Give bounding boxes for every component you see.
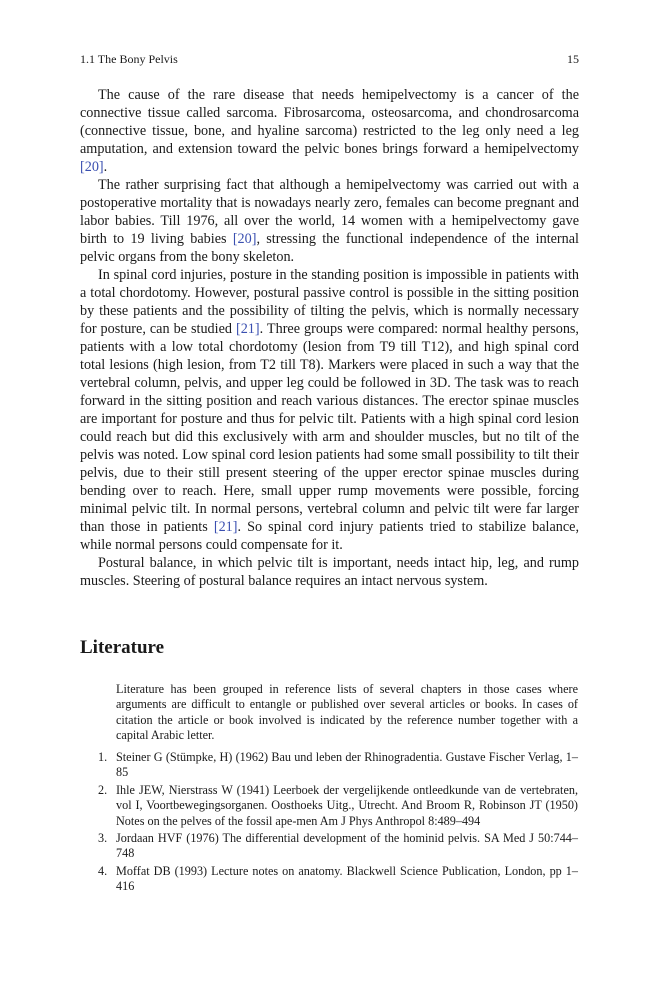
reference-item <box>80 831 578 862</box>
reference-number: 4. <box>98 863 108 878</box>
body-text <box>80 86 579 590</box>
reference-item <box>80 783 578 829</box>
reference-number: 2. <box>98 782 108 797</box>
running-header <box>80 52 579 66</box>
reference-number: 3. <box>98 831 108 846</box>
paragraph-pregnancy: The rather surprising fact that although a hemipelvectomy was carried out with a postoperative mortality that is nowadays nearly zero, females can become pregnant and labor babies. Till 1976, all over the world, 14 women with a hemipelvectomy gave birth to 19 living babies [20], stressing the functional independence of the internal pelvic organs from the bony skeleton. <box>80 177 579 265</box>
citation-link[interactable]: [21] <box>235 321 260 337</box>
literature-intro: Literature has been grouped in reference lists of several chapters in those cases where arguments are difficult to entangle or published over several articles or books. In cases of citation the article or book involved is indicated by the reference number together with a capital Arabic letter. <box>116 682 578 743</box>
paragraph-spinal-cord: In spinal cord injuries, posture in the standing position is impossible in patients with a total chordotomy. However, postural passive control is possible in the sitting position by these patients and the possibility of tilting the pelvis, which is normally necessary for posture, can be studied [21]. Three groups were compared: normal healthy persons, patients with a low total chordotomy (lesion from T9 till T12), and high spinal cord total lesions (high lesion, from T2 till T8). Markers were placed in such a way that the vertebral column, pelvis, and upper leg could be followed in 3D. The task was to reach forward in the sitting position and reach various distances. The erector spinae muscles are important for posture and thus for pelvic tilt. Patients with a high spinal cord lesion could reach but did this exclusively with arm and shoulder muscles, but no tilt of the pelvis was noted. Low spinal cord lesion patients had some small possibility to tilt their pelvis, due to their still present steering of the upper erector spinae muscles during bending over to reach. Here, small upper rump movements were possible, forcing minimal pelvic tilt. In normal persons, vertebral column and pelvic tilt were far larger than those in patients [21]. So spinal cord injury patients tried to stabilize balance, while normal persons could compensate for it. <box>80 267 579 553</box>
reference-text: Steiner G (Stümpke, H) (1962) Bau und leben der Rhinogradentia. Gustave Fischer Verlag, 1–85 <box>116 750 578 780</box>
reference-item <box>80 864 578 895</box>
paragraph-hemipelvectomy: The cause of the rare disease that needs hemipelvectomy is a cancer of the connective tissue called sarcoma. Fibrosarcoma, osteosarcoma, and chondrosarcoma (connective tissue, bone, and hyaline sarcoma) restricted to the leg only need a leg amputation, and extension toward the pelvic bones brings forward a hemipelvectomy [20]. <box>80 87 579 175</box>
reference-text: Moffat DB (1993) Lecture notes on anatomy. Blackwell Science Publication, London, pp 1–416 <box>116 863 578 894</box>
reference-item <box>80 750 578 781</box>
paragraph-postural-balance: Postural balance, in which pelvic tilt is important, needs intact hip, leg, and rump muscles. Steering of postural balance requires an intact nervous system. <box>80 555 579 589</box>
literature-heading: Literature <box>80 637 165 658</box>
citation-link[interactable]: [21] <box>213 519 238 535</box>
citation-link[interactable]: [20] <box>232 231 257 247</box>
citation-link[interactable]: [20] <box>80 159 104 175</box>
reference-list <box>80 750 578 897</box>
running-header-section: 1.1 The Bony Pelvis <box>80 52 178 66</box>
reference-number: 1. <box>98 750 108 764</box>
reference-text: Jordaan HVF (1976) The differential development of the hominid pelvis. SA Med J 50:744–748 <box>116 831 578 861</box>
page-number: 15 <box>567 52 579 66</box>
reference-text: Ihle JEW, Nierstrass W (1941) Leerboek der vergelijkende ontleedkunde van de vertebraten, vol I, Voortbewegingsorganen. Oosthoeks Uitg., Utrecht. And Broom R, Robinson JT (1950) Notes on the pelves of the fossil ape-men Am J Phys Anthropol 8:489–494 <box>116 782 578 828</box>
